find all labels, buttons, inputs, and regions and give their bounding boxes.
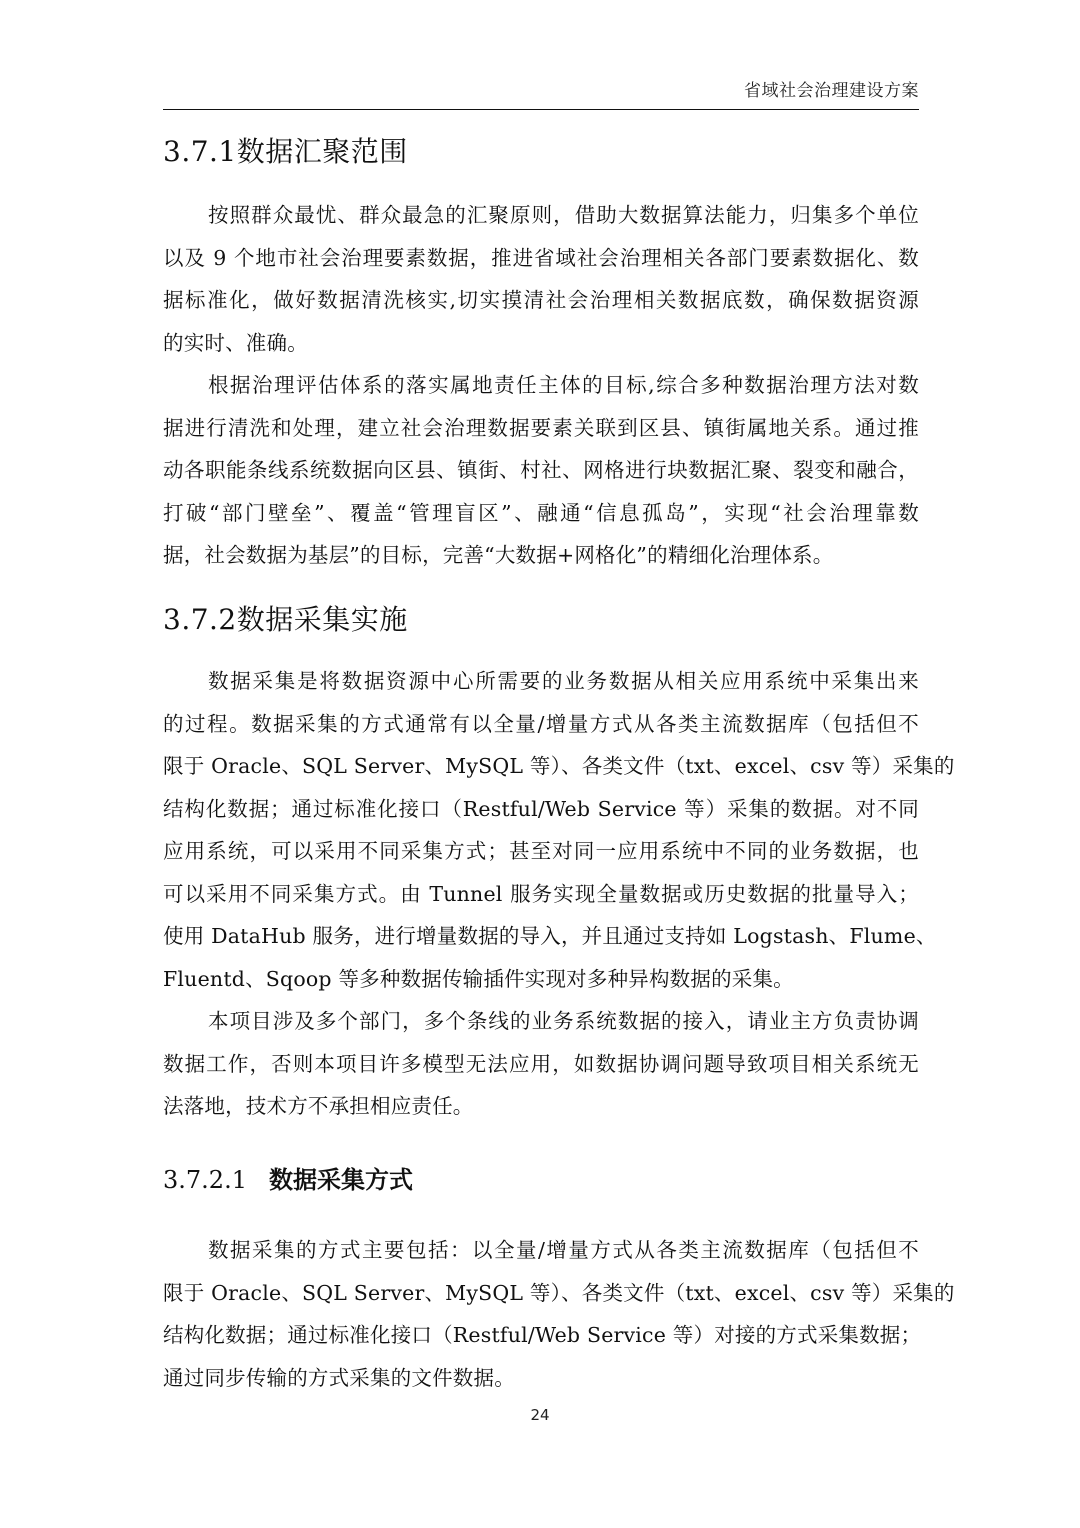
heading-3-7-1: 3.7.1数据汇聚范围 xyxy=(163,135,408,168)
text-line: 数据采集是将数据资源中心所需要的业务数据从相关应用系统中采集出来 xyxy=(208,669,919,693)
text-line: 根据治理评估体系的落实属地责任主体的目标,综合多种数据治理方法对数 xyxy=(208,373,919,397)
text-line: 数据工作，否则本项目许多模型无法应用，如数据协调问题导致项目相关系统无 xyxy=(163,1051,919,1076)
paragraph-3-7-2-a xyxy=(163,660,955,1000)
text-line: 使用 DataHub 服务，进行增量数据的导入，并且通过支持如 Logstash、Flume、 xyxy=(163,924,937,948)
page-number: 24 xyxy=(530,1406,550,1424)
text-line: Fluentd、Sqoop 等多种数据传输插件实现对多种异构数据的采集。 xyxy=(163,966,794,991)
text-line: 据，社会数据为基层”的目标，完善“大数据+网格化”的精细化治理体系。 xyxy=(163,543,834,567)
paragraph-3-7-2-b xyxy=(163,1000,919,1128)
text-line: 以及 9 个地市社会治理要素数据，推进省域社会治理相关各部门要素数据化、数 xyxy=(163,245,919,270)
paragraph-3-7-2-1 xyxy=(163,1229,955,1399)
heading-number: 3.7.2.1 xyxy=(163,1166,247,1194)
heading-3-7-2: 3.7.2数据采集实施 xyxy=(163,603,408,636)
text-line: 的过程。数据采集的方式通常有以全量/增量方式从各类主流数据库（包括但不 xyxy=(163,711,919,736)
text-line: 按照群众最忧、群众最急的汇聚原则，借助大数据算法能力，归集多个单位 xyxy=(208,203,919,227)
heading-3-7-2-1 xyxy=(163,1160,413,1195)
text-line: 结构化数据；通过标准化接口（Restful/Web Service 等）对接的方式采集数据； xyxy=(163,1323,922,1347)
text-line: 限于 Oracle、SQL Server、MySQL 等）、各类文件（txt、excel、csv 等）采集的 xyxy=(163,754,955,778)
paragraph-3-7-1-b xyxy=(163,364,919,577)
text-line: 本项目涉及多个部门，多个条线的业务系统数据的接入，请业主方负责协调 xyxy=(208,1009,919,1033)
text-line: 应用系统，可以采用不同采集方式；甚至对同一应用系统中不同的业务数据，也 xyxy=(163,839,919,863)
text-line: 结构化数据；通过标准化接口（Restful/Web Service 等）采集的数据。对不同 xyxy=(163,796,919,821)
text-line: 据标准化，做好数据清洗核实,切实摸清社会治理相关数据底数，确保数据资源 xyxy=(163,288,919,312)
text-line: 可以采用不同采集方式。由 Tunnel 服务实现全量数据或历史数据的批量导入； xyxy=(163,881,919,906)
heading-title: 数据采集方式 xyxy=(268,1166,413,1194)
header-divider xyxy=(163,109,919,110)
text-line: 打破“部门壁垒”、覆盖“管理盲区”、融通“信息孤岛”，实现“社会治理靠数 xyxy=(163,500,919,525)
text-line: 的实时、准确。 xyxy=(163,330,308,355)
text-line: 数据采集的方式主要包括：以全量/增量方式从各类主流数据库（包括但不 xyxy=(208,1238,919,1262)
text-line: 法落地，技术方不承担相应责任。 xyxy=(163,1094,474,1118)
text-line: 动各职能条线系统数据向区县、镇街、村社、网格进行块数据汇聚、裂变和融合， xyxy=(163,458,919,482)
text-line: 限于 Oracle、SQL Server、MySQL 等）、各类文件（txt、excel、csv 等）采集的 xyxy=(163,1280,955,1305)
text-line: 通过同步传输的方式采集的文件数据。 xyxy=(163,1365,515,1390)
document-title: 省域社会治理建设方案 xyxy=(744,81,919,101)
page-header xyxy=(163,76,919,110)
paragraph-3-7-1-a xyxy=(163,194,919,364)
text-line: 据进行清洗和处理，建立社会治理数据要素关联到区县、镇街属地关系。通过推 xyxy=(163,415,919,440)
